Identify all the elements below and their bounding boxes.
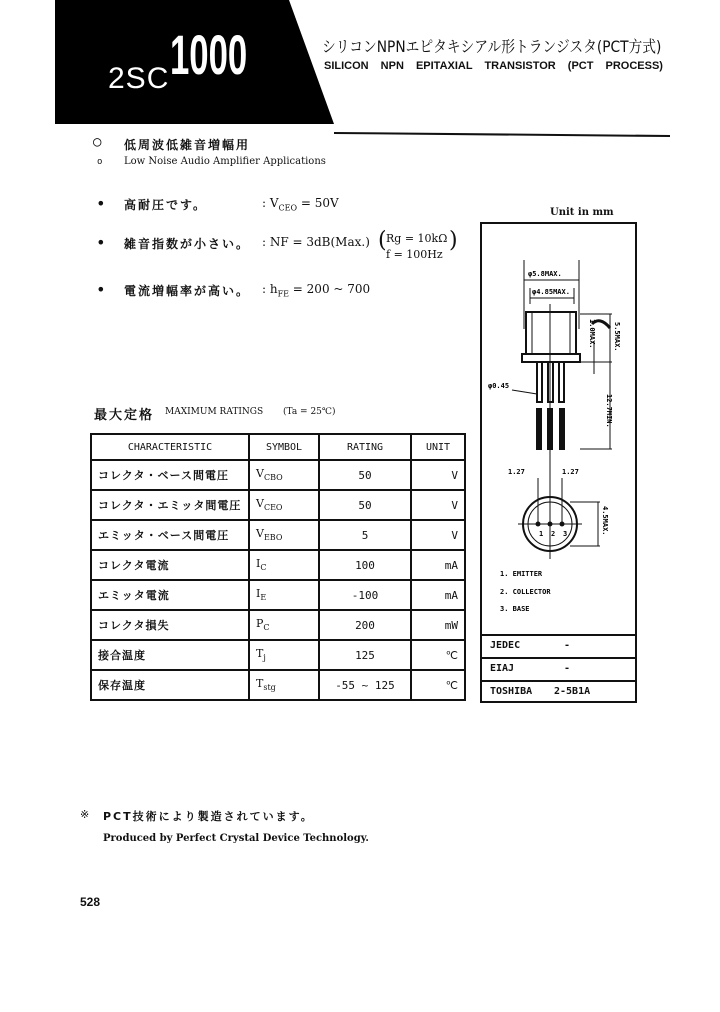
symbol-sub: E <box>260 593 267 603</box>
bullet-icon: • <box>96 194 106 213</box>
symbol-letter: I <box>256 557 261 571</box>
feature-jp: 高耐圧です。 <box>124 198 208 212</box>
dim-bottom: 4.5MAX. <box>601 506 609 536</box>
pin-2-label: 2 <box>551 530 556 538</box>
max-ratings-table <box>90 433 466 701</box>
header-unit: UNIT <box>411 434 465 460</box>
rating-cell: 50 <box>319 490 411 520</box>
unit-cell: mA <box>411 580 465 610</box>
symbol-cell <box>249 610 319 640</box>
spec-sub: CEO <box>278 203 298 213</box>
characteristic-cell: 接合温度 <box>91 640 249 670</box>
table-row <box>91 670 465 700</box>
standard-name: JEDEC <box>490 640 521 651</box>
spec-value: NF = 3dB(Max.) <box>269 235 370 249</box>
characteristic-cell: コレクタ・ベース間電圧 <box>91 460 249 490</box>
table-header-row <box>91 434 465 460</box>
feature-jp: 電流増幅率が高い。 <box>124 284 251 298</box>
footnote-jp: PCT技術により製造されています。 <box>103 810 314 823</box>
symbol-cell <box>249 460 319 490</box>
unit-cell: V <box>411 460 465 490</box>
rating-cell: -100 <box>319 580 411 610</box>
symbol-letter: T <box>256 677 264 691</box>
part-number: 1000 <box>170 23 248 86</box>
paren-right: ) <box>449 228 458 253</box>
characteristic-cell: コレクタ損失 <box>91 610 249 640</box>
table-row <box>91 550 465 580</box>
table-row <box>91 580 465 610</box>
ratings-condition: (Ta = 25℃) <box>283 407 336 417</box>
dim-outer-dia: φ5.8MAX. <box>528 270 562 278</box>
symbol-letter: I <box>256 587 261 601</box>
symbol-sub: j <box>263 653 266 663</box>
feature-spec: : $h_{FE} = 200$ ~ 700 <box>262 282 371 299</box>
symbol-cell <box>249 550 319 580</box>
symbol-sub: CBO <box>263 473 283 483</box>
ratings-title-jp: 最大定格 <box>94 408 155 423</box>
dim-flange: 1.0MAX. <box>588 319 596 349</box>
table-row <box>91 640 465 670</box>
spec-symbol: h <box>269 282 278 296</box>
spec-symbol: V <box>269 196 279 210</box>
standard-name: EIAJ <box>490 663 515 674</box>
standard-value: - <box>564 663 571 674</box>
symbol-letter: V <box>256 467 264 481</box>
bullet-icon: • <box>96 233 106 252</box>
feature-spec: : $V_{CEO} = 50V$ <box>262 196 339 213</box>
spec-value: = 50V <box>297 196 339 210</box>
unit-cell: V <box>411 490 465 520</box>
table-row <box>91 520 465 550</box>
symbol-letter: T <box>256 647 264 661</box>
pin-1-label: 1 <box>539 530 544 538</box>
footnote-en: Produced by Perfect Crystal Device Technology. <box>103 833 369 844</box>
unit-cell: mA <box>411 550 465 580</box>
dim-lead-dia: φ0.45 <box>488 382 510 390</box>
standard-row-eiaj <box>482 657 635 682</box>
part-prefix: 2SC <box>108 62 170 95</box>
rating-cell: 5 <box>319 520 411 550</box>
rating-cell: 125 <box>319 640 411 670</box>
bullet-icon: o <box>97 157 103 167</box>
unit-cell: ℃ <box>411 640 465 670</box>
feature-jp: 雑音指数が小さい。 <box>124 237 251 251</box>
pin-base: 3. BASE <box>500 605 530 613</box>
symbol-sub: C <box>260 563 267 573</box>
title-en: SILICON NPN EPITAXIAL TRANSISTOR (PCT PROCESS) <box>324 60 663 72</box>
standard-row-toshiba <box>482 680 635 705</box>
unit-label: Unit in mm <box>550 207 614 218</box>
dim-pitch1: 1.27 <box>508 468 525 476</box>
standard-value: - <box>564 640 571 651</box>
symbol-cell <box>249 490 319 520</box>
page-number: 528 <box>80 895 101 909</box>
rating-cell: -55 ~ 125 <box>319 670 411 700</box>
spec-value: = 200 ~ 700 <box>288 282 371 296</box>
pin-emitter: 1. EMITTER <box>500 570 543 578</box>
circle-bullet-icon: ○ <box>93 134 102 150</box>
header-rating: RATING <box>319 434 411 460</box>
unit-cell: mW <box>411 610 465 640</box>
pin-collector: 2. COLLECTOR <box>500 588 551 596</box>
standard-row-jedec <box>482 634 635 659</box>
unit-cell: V <box>411 520 465 550</box>
package-drawing <box>482 224 635 634</box>
dim-pitch2: 1.27 <box>562 468 579 476</box>
rating-cell: 200 <box>319 610 411 640</box>
application-jp: 低周波低雑音増幅用 <box>124 138 251 152</box>
characteristic-cell: 保存温度 <box>91 670 249 700</box>
characteristic-cell: コレクタ・エミッタ間電圧 <box>91 490 249 520</box>
symbol-letter: V <box>256 527 264 541</box>
symbol-sub: C <box>263 623 270 633</box>
paren-left: ( <box>378 228 387 253</box>
condition-f: f = 100Hz <box>386 248 443 261</box>
bullet-icon: • <box>96 280 106 299</box>
condition-rg: Rg = 10kΩ <box>386 232 448 245</box>
spec-sub: FE <box>277 289 289 299</box>
unit-cell: ℃ <box>411 670 465 700</box>
characteristic-cell: エミッタ・ベース間電圧 <box>91 520 249 550</box>
feature-spec: : NF = 3dB(Max.) <box>262 235 370 249</box>
title-jp: シリコンNPNエピタキシアル形トランジスタ(PCT方式) <box>322 37 662 56</box>
symbol-cell <box>249 670 319 700</box>
standard-value: 2-5B1A <box>554 686 591 697</box>
header-characteristic: CHARACTERISTIC <box>91 434 249 460</box>
characteristic-cell: コレクタ電流 <box>91 550 249 580</box>
note-mark: ※ <box>80 808 90 821</box>
rating-cell: 100 <box>319 550 411 580</box>
table-row <box>91 490 465 520</box>
dim-lead-length: 12.7MIN. <box>605 394 613 428</box>
standard-name: TOSHIBA <box>490 686 533 697</box>
application-en: Low Noise Audio Amplifier Applications <box>124 156 326 167</box>
table-row <box>91 610 465 640</box>
ratings-title-en: MAXIMUM RATINGS <box>165 407 264 417</box>
symbol-sub: EBO <box>263 533 283 543</box>
dim-body-height: 5.5MAX. <box>613 322 621 352</box>
rating-cell: 50 <box>319 460 411 490</box>
symbol-letter: V <box>256 497 264 511</box>
characteristic-cell: エミッタ電流 <box>91 580 249 610</box>
symbol-cell <box>249 640 319 670</box>
symbol-sub: CEO <box>263 503 283 513</box>
table-row <box>91 460 465 490</box>
header-symbol: SYMBOL <box>249 434 319 460</box>
symbol-cell <box>249 580 319 610</box>
dim-inner-dia: φ4.85MAX. <box>532 288 570 296</box>
symbol-sub: stg <box>263 683 276 693</box>
package-outline-box <box>480 222 637 703</box>
pin-3-label: 3 <box>563 530 568 538</box>
symbol-letter: P <box>256 617 264 631</box>
symbol-cell <box>249 520 319 550</box>
